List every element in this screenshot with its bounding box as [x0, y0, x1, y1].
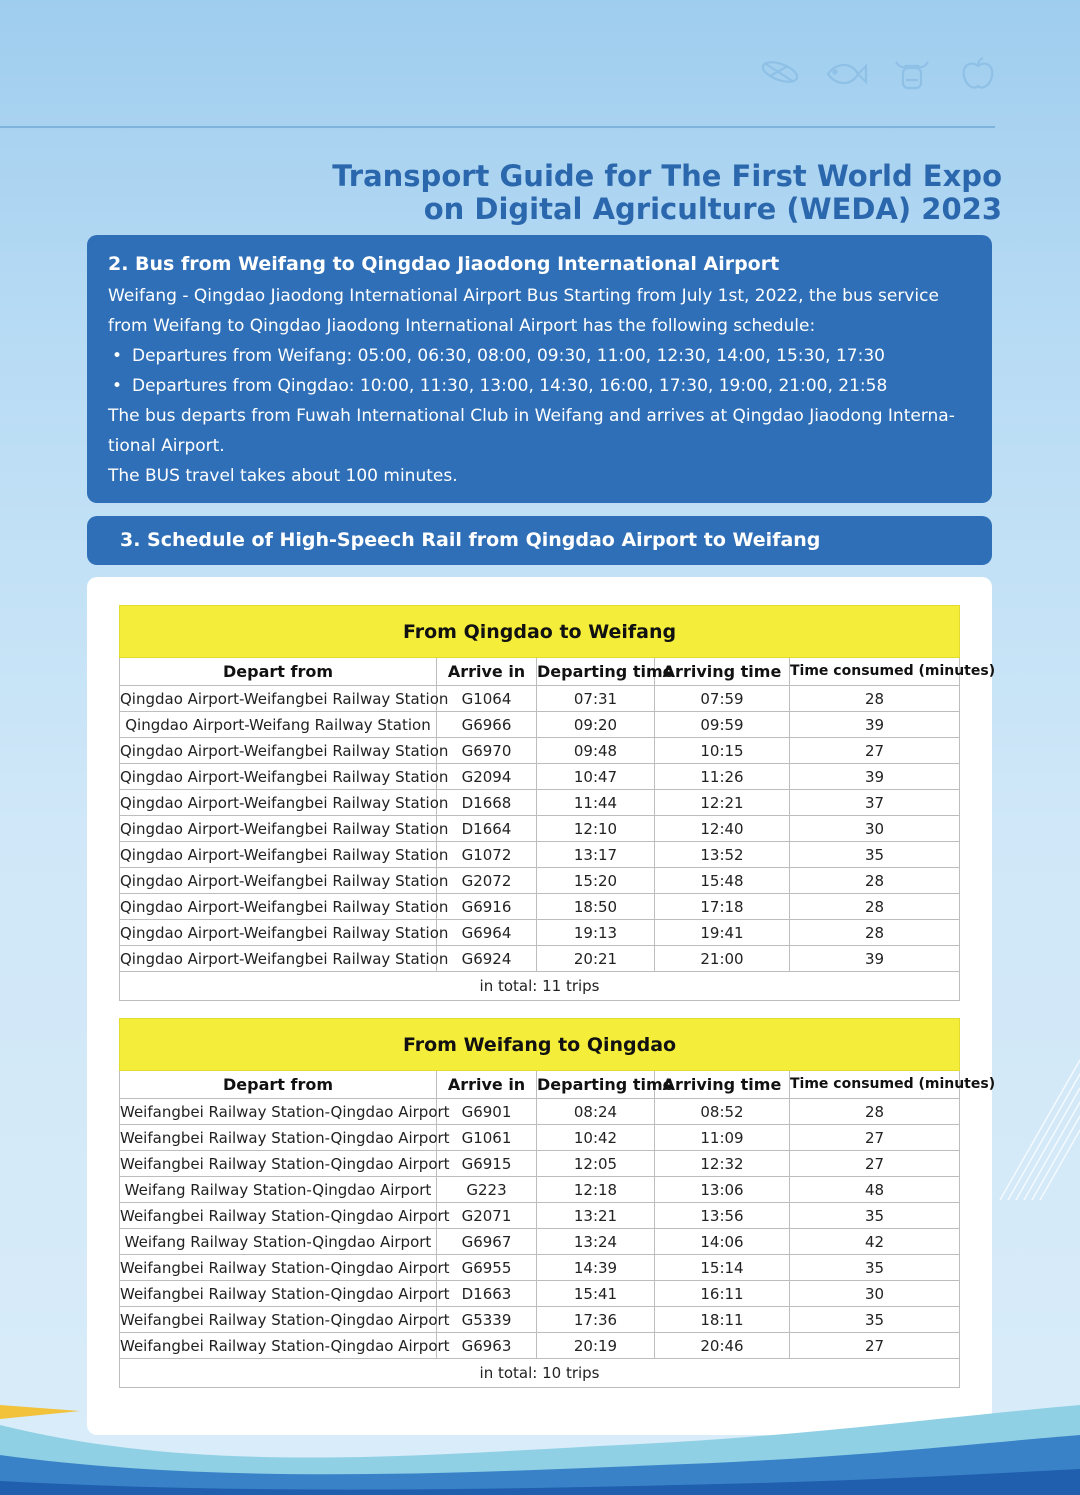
- table-total: in total: 11 trips: [120, 972, 960, 1001]
- title-line-1: Transport Guide for The First World Expo: [332, 159, 1002, 193]
- cell-time-consumed: 27: [790, 738, 960, 764]
- cell-depart-from: Qingdao Airport-Weifangbei Railway Station: [120, 842, 437, 868]
- cell-train-number: G2071: [437, 1203, 537, 1229]
- apple-icon: [956, 56, 1000, 92]
- cell-arriving-time: 11:26: [655, 764, 790, 790]
- cell-departing-time: 07:31: [537, 686, 655, 712]
- cell-train-number: G6970: [437, 738, 537, 764]
- cell-time-consumed: 35: [790, 1203, 960, 1229]
- table-row: [120, 712, 960, 738]
- cell-time-consumed: 28: [790, 1099, 960, 1125]
- cell-departing-time: 11:44: [537, 790, 655, 816]
- cell-train-number: G6955: [437, 1255, 537, 1281]
- table-row: [120, 738, 960, 764]
- cell-train-number: G6964: [437, 920, 537, 946]
- cell-arriving-time: 07:59: [655, 686, 790, 712]
- table-total: in total: 10 trips: [120, 1359, 960, 1388]
- cell-depart-from: Weifang Railway Station-Qingdao Airport: [120, 1177, 437, 1203]
- cell-time-consumed: 48: [790, 1177, 960, 1203]
- cell-departing-time: 18:50: [537, 894, 655, 920]
- cell-depart-from: Qingdao Airport-Weifangbei Railway Station: [120, 868, 437, 894]
- cell-time-consumed: 35: [790, 1255, 960, 1281]
- table-row: [120, 842, 960, 868]
- rail-schedule-card: [87, 577, 996, 1435]
- cell-train-number: G6915: [437, 1151, 537, 1177]
- cell-time-consumed: 27: [790, 1333, 960, 1359]
- column-header-arrive-in: Arrive in: [437, 658, 537, 686]
- bus-departures-weifang: • Departures from Weifang: 05:00, 06:30, 08:00, 09:30, 11:00, 12:30, 14:00, 15:30, 17:30: [108, 341, 972, 371]
- page-title: [332, 160, 1002, 226]
- schedule-table-weifang-to-qingdao: [119, 1018, 996, 1388]
- cell-time-consumed: 37: [790, 790, 960, 816]
- cell-departing-time: 14:39: [537, 1255, 655, 1281]
- cell-departing-time: 20:21: [537, 946, 655, 972]
- cell-train-number: G6963: [437, 1333, 537, 1359]
- table-row: [120, 764, 960, 790]
- cell-time-consumed: 30: [790, 816, 960, 842]
- column-header-depart-from: Depart from: [120, 1071, 437, 1099]
- cell-departing-time: 15:20: [537, 868, 655, 894]
- column-header-departing-time: Departing time: [537, 1071, 655, 1099]
- cell-depart-from: Qingdao Airport-Weifang Railway Station: [120, 712, 437, 738]
- cell-train-number: G1072: [437, 842, 537, 868]
- bus-duration-note: The BUS travel takes about 100 minutes.: [108, 466, 458, 486]
- bus-heading: 2. Bus from Weifang to Qingdao Jiaodong International Airport: [108, 253, 780, 275]
- cell-train-number: D1663: [437, 1281, 537, 1307]
- rail-heading: 3. Schedule of High-Speech Rail from Qingdao Airport to Weifang: [120, 529, 821, 551]
- table-row: [120, 1229, 960, 1255]
- column-header-depart-from: Depart from: [120, 658, 437, 686]
- cell-time-consumed: 28: [790, 920, 960, 946]
- category-icons: [758, 56, 1000, 92]
- table-row: [120, 1125, 960, 1151]
- bus-intro: Weifang - Qingdao Jiaodong International Airport Bus Starting from July 1st, 2022, the bus service from Weifang to Qingdao Jiaodong International Airport has the following schedule:: [108, 286, 939, 336]
- cell-departing-time: 09:20: [537, 712, 655, 738]
- cell-arriving-time: 17:18: [655, 894, 790, 920]
- table-row: [120, 790, 960, 816]
- cell-depart-from: Weifangbei Railway Station-Qingdao Airport: [120, 1255, 437, 1281]
- cell-arriving-time: 11:09: [655, 1125, 790, 1151]
- cell-train-number: G6967: [437, 1229, 537, 1255]
- cow-icon: [890, 56, 934, 92]
- cell-train-number: G1061: [437, 1125, 537, 1151]
- column-header-time-consumed: Time consumed (minutes): [790, 658, 960, 686]
- cell-train-number: D1664: [437, 816, 537, 842]
- cell-arriving-time: 12:21: [655, 790, 790, 816]
- cell-arriving-time: 12:40: [655, 816, 790, 842]
- cell-depart-from: Qingdao Airport-Weifangbei Railway Station: [120, 790, 437, 816]
- cell-arriving-time: 18:11: [655, 1307, 790, 1333]
- cell-departing-time: 12:10: [537, 816, 655, 842]
- cell-time-consumed: 27: [790, 1151, 960, 1177]
- cell-arriving-time: 13:56: [655, 1203, 790, 1229]
- header-divider: [0, 126, 995, 128]
- table-row: [120, 920, 960, 946]
- cell-arriving-time: 13:52: [655, 842, 790, 868]
- cell-time-consumed: 27: [790, 1125, 960, 1151]
- column-header-time-consumed: Time consumed (minutes): [790, 1071, 960, 1099]
- cell-departing-time: 12:05: [537, 1151, 655, 1177]
- cell-departing-time: 15:41: [537, 1281, 655, 1307]
- cell-departing-time: 12:18: [537, 1177, 655, 1203]
- cell-arriving-time: 15:48: [655, 868, 790, 894]
- decorative-wave: [0, 1385, 1080, 1495]
- table-row: [120, 868, 960, 894]
- rail-section-header: [87, 516, 992, 565]
- cell-arriving-time: 08:52: [655, 1099, 790, 1125]
- cell-depart-from: Weifangbei Railway Station-Qingdao Airport: [120, 1281, 437, 1307]
- cell-departing-time: 17:36: [537, 1307, 655, 1333]
- column-header-arrive-in: Arrive in: [437, 1071, 537, 1099]
- cell-train-number: G6916: [437, 894, 537, 920]
- cell-time-consumed: 42: [790, 1229, 960, 1255]
- cell-time-consumed: 39: [790, 764, 960, 790]
- cell-depart-from: Qingdao Airport-Weifangbei Railway Station: [120, 764, 437, 790]
- table-caption: From Qingdao to Weifang: [120, 606, 960, 658]
- cell-time-consumed: 28: [790, 686, 960, 712]
- cell-time-consumed: 28: [790, 894, 960, 920]
- cell-time-consumed: 39: [790, 946, 960, 972]
- cell-train-number: G2094: [437, 764, 537, 790]
- cell-departing-time: 13:21: [537, 1203, 655, 1229]
- table-body: [120, 686, 960, 972]
- cell-time-consumed: 28: [790, 868, 960, 894]
- cell-arriving-time: 16:11: [655, 1281, 790, 1307]
- decorative-lines: [990, 1040, 1080, 1200]
- cell-train-number: G6966: [437, 712, 537, 738]
- table-row: [120, 1099, 960, 1125]
- cell-departing-time: 08:24: [537, 1099, 655, 1125]
- table-row: [120, 1203, 960, 1229]
- cell-arriving-time: 14:06: [655, 1229, 790, 1255]
- corn-icon: [758, 56, 802, 92]
- cell-train-number: G1064: [437, 686, 537, 712]
- table-row: [120, 1333, 960, 1359]
- table-row: [120, 1151, 960, 1177]
- cell-depart-from: Weifangbei Railway Station-Qingdao Airport: [120, 1203, 437, 1229]
- cell-train-number: G5339: [437, 1307, 537, 1333]
- table-row: [120, 894, 960, 920]
- bus-departures-list: [108, 341, 972, 401]
- bus-route-note: The bus departs from Fuwah International Club in Weifang and arrives at Qingdao Jiaodong Interna-tional Airport.: [108, 406, 955, 456]
- fish-icon: [824, 56, 868, 92]
- cell-arriving-time: 09:59: [655, 712, 790, 738]
- cell-depart-from: Qingdao Airport-Weifangbei Railway Station: [120, 686, 437, 712]
- table-row: [120, 1281, 960, 1307]
- cell-departing-time: 19:13: [537, 920, 655, 946]
- cell-train-number: G6924: [437, 946, 537, 972]
- table-row: [120, 946, 960, 972]
- table-row: [120, 1255, 960, 1281]
- cell-departing-time: 10:42: [537, 1125, 655, 1151]
- cell-train-number: G223: [437, 1177, 537, 1203]
- cell-depart-from: Weifangbei Railway Station-Qingdao Airport: [120, 1099, 437, 1125]
- bus-section: [87, 235, 992, 503]
- cell-depart-from: Qingdao Airport-Weifangbei Railway Station: [120, 946, 437, 972]
- table-body: [120, 1099, 960, 1359]
- schedule-table-qingdao-to-weifang: [119, 605, 996, 1001]
- cell-depart-from: Weifang Railway Station-Qingdao Airport: [120, 1229, 437, 1255]
- column-header-arriving-time: Arriving time: [655, 658, 790, 686]
- cell-time-consumed: 35: [790, 842, 960, 868]
- cell-time-consumed: 39: [790, 712, 960, 738]
- cell-arriving-time: 15:14: [655, 1255, 790, 1281]
- table-row: [120, 1177, 960, 1203]
- table-row: [120, 1307, 960, 1333]
- cell-train-number: G6901: [437, 1099, 537, 1125]
- cell-depart-from: Weifangbei Railway Station-Qingdao Airport: [120, 1307, 437, 1333]
- cell-time-consumed: 30: [790, 1281, 960, 1307]
- bus-departures-qingdao: • Departures from Qingdao: 10:00, 11:30, 13:00, 14:30, 16:00, 17:30, 19:00, 21:00, 21:58: [108, 371, 972, 401]
- cell-departing-time: 20:19: [537, 1333, 655, 1359]
- cell-depart-from: Weifangbei Railway Station-Qingdao Airport: [120, 1125, 437, 1151]
- cell-departing-time: 09:48: [537, 738, 655, 764]
- cell-arriving-time: 10:15: [655, 738, 790, 764]
- title-line-2: on Digital Agriculture (WEDA) 2023: [423, 192, 1002, 226]
- cell-train-number: G2072: [437, 868, 537, 894]
- column-header-departing-time: Departing time: [537, 658, 655, 686]
- cell-depart-from: Weifangbei Railway Station-Qingdao Airport: [120, 1151, 437, 1177]
- cell-depart-from: Qingdao Airport-Weifangbei Railway Station: [120, 894, 437, 920]
- cell-arriving-time: 19:41: [655, 920, 790, 946]
- cell-depart-from: Qingdao Airport-Weifangbei Railway Station: [120, 738, 437, 764]
- table-row: [120, 816, 960, 842]
- table-row: [120, 686, 960, 712]
- cell-departing-time: 10:47: [537, 764, 655, 790]
- cell-depart-from: Qingdao Airport-Weifangbei Railway Station: [120, 816, 437, 842]
- table-caption: From Weifang to Qingdao: [120, 1019, 960, 1071]
- column-header-arriving-time: Arriving time: [655, 1071, 790, 1099]
- cell-arriving-time: 21:00: [655, 946, 790, 972]
- cell-time-consumed: 35: [790, 1307, 960, 1333]
- cell-arriving-time: 20:46: [655, 1333, 790, 1359]
- cell-arriving-time: 12:32: [655, 1151, 790, 1177]
- cell-depart-from: Qingdao Airport-Weifangbei Railway Station: [120, 920, 437, 946]
- cell-depart-from: Weifangbei Railway Station-Qingdao Airport: [120, 1333, 437, 1359]
- cell-arriving-time: 13:06: [655, 1177, 790, 1203]
- cell-departing-time: 13:24: [537, 1229, 655, 1255]
- cell-train-number: D1668: [437, 790, 537, 816]
- cell-departing-time: 13:17: [537, 842, 655, 868]
